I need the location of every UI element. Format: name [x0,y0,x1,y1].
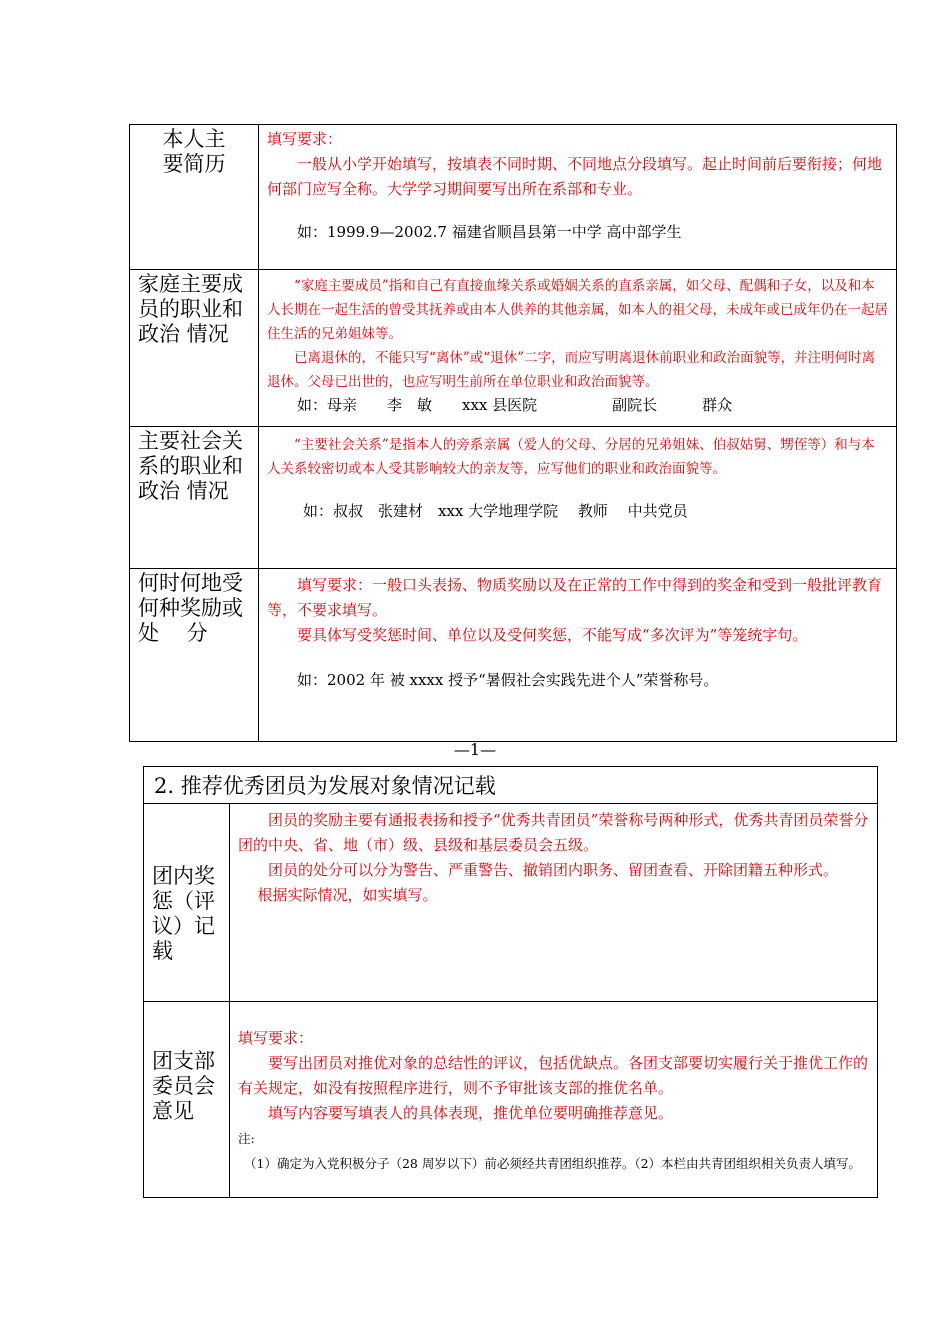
label-family: 家庭主要成员的职业和政治 情况 [130,270,259,427]
committee-para2: 填写内容要写填表人的具体表现，推优单位要明确推荐意见。 [268,1104,674,1122]
label-league-awards: 团内奖惩（评议）记载 [144,804,230,1002]
content-resume [259,125,897,270]
committee-heading: 填写要求： [238,1029,314,1047]
page-number: —1— [453,740,497,759]
section-title: 2. 推荐优秀团员为发展对象情况记载 [144,767,878,804]
row-awards [130,569,897,742]
league-para1: 团员的奖励主要有通报表扬和授予“优秀共青团员”荣誉称号两种形式，优秀共青团员荣誉分团的中央、省、地（市）级、县级和基层委员会五级。 [238,811,869,854]
awards-para1: 填写要求：一般口头表扬、物质奖励以及在正常的工作中得到的奖金和受到一般批评教育等，不要求填写。 [267,576,883,619]
content-social [259,427,897,569]
committee-para1: 要写出团员对推优对象的总结性的评议，包括优缺点。各团支部要切实履行关于推优工作的有关规定，如没有按照程序进行，则不予审批该支部的推优名单。 [238,1054,869,1097]
resume-table [129,124,897,742]
awards-example: 如：2002 年 被 xxxx 授予“暑假社会实践先进个人”荣誉称号。 [297,671,719,689]
content-family [259,270,897,427]
family-example: 如：母亲 李 敏 xxx 县医院 副院长 群众 [297,396,733,414]
resume-heading: 填写要求： [267,130,343,148]
recommendation-table [143,766,878,1198]
league-para2: 团员的处分可以分为警告、严重警告、撤销团内职务、留团查看、开除团籍五种形式。 [268,861,839,879]
resume-example: 如：1999.9—2002.7 福建省顺昌县第一中学 高中部学生 [297,223,682,241]
label-social: 主要社会关系的职业和政治 情况 [130,427,259,569]
label-resume: 本人主要简历 [130,125,259,270]
note-heading: 注: [238,1131,255,1146]
note-text: （1）确定为入党积极分子（28 周岁以下）前必须经共青团组织推荐。（2）本栏由共青团组织相关负责人填写。 [244,1156,862,1171]
league-para3: 根据实际情况，如实填写。 [257,886,438,904]
awards-para2: 要具体写受奖惩时间、单位以及受何奖惩，不能写成“多次评为”等笼统字句。 [297,626,808,644]
row-league-awards [144,804,878,1002]
row-committee [144,1002,878,1198]
family-para1: “家庭主要成员”指和自己有直接血缘关系或婚姻关系的直系亲属，如父母、配偶和子女，以及和本人长期在一起生活的曾受其抚养或由本人供养的其他亲属，如本人的祖父母，未成年或已成年仍在一起居住生活的兄弟姐妹等。 [267,278,888,342]
resume-para1: 一般从小学开始填写，按填表不同时期、不同地点分段填写。起止时间前后要衔接；何地何部门应写全称。大学学习期间要写出所在系部和专业。 [267,155,883,198]
family-para2: 已离退休的，不能只写“离休”或“退休”二字，而应写明离退休前职业和政治面貌等，并注明何时离退休。父母已出世的，也应写明生前所在单位职业和政治面貌等。 [267,350,876,390]
social-para1: “主要社会关系”是指本人的旁系亲属（爱人的父母、分居的兄弟姐妹、伯叔姑舅、甥侄等）和与本人关系较密切或本人受其影响较大的亲友等，应写他们的职业和政治面貌等。 [267,437,875,477]
content-committee [230,1002,878,1198]
row-title [144,767,878,804]
content-awards [259,569,897,742]
row-resume [130,125,897,270]
label-committee: 团支部委员会意见 [144,1002,230,1198]
social-example: 如：叔叔 张建材 xxx 大学地理学院 教师 中共党员 [303,502,688,520]
content-league-awards [230,804,878,1002]
row-family [130,270,897,427]
row-social [130,427,897,569]
label-awards: 何时何地受何种奖励或处 分 [130,569,259,742]
